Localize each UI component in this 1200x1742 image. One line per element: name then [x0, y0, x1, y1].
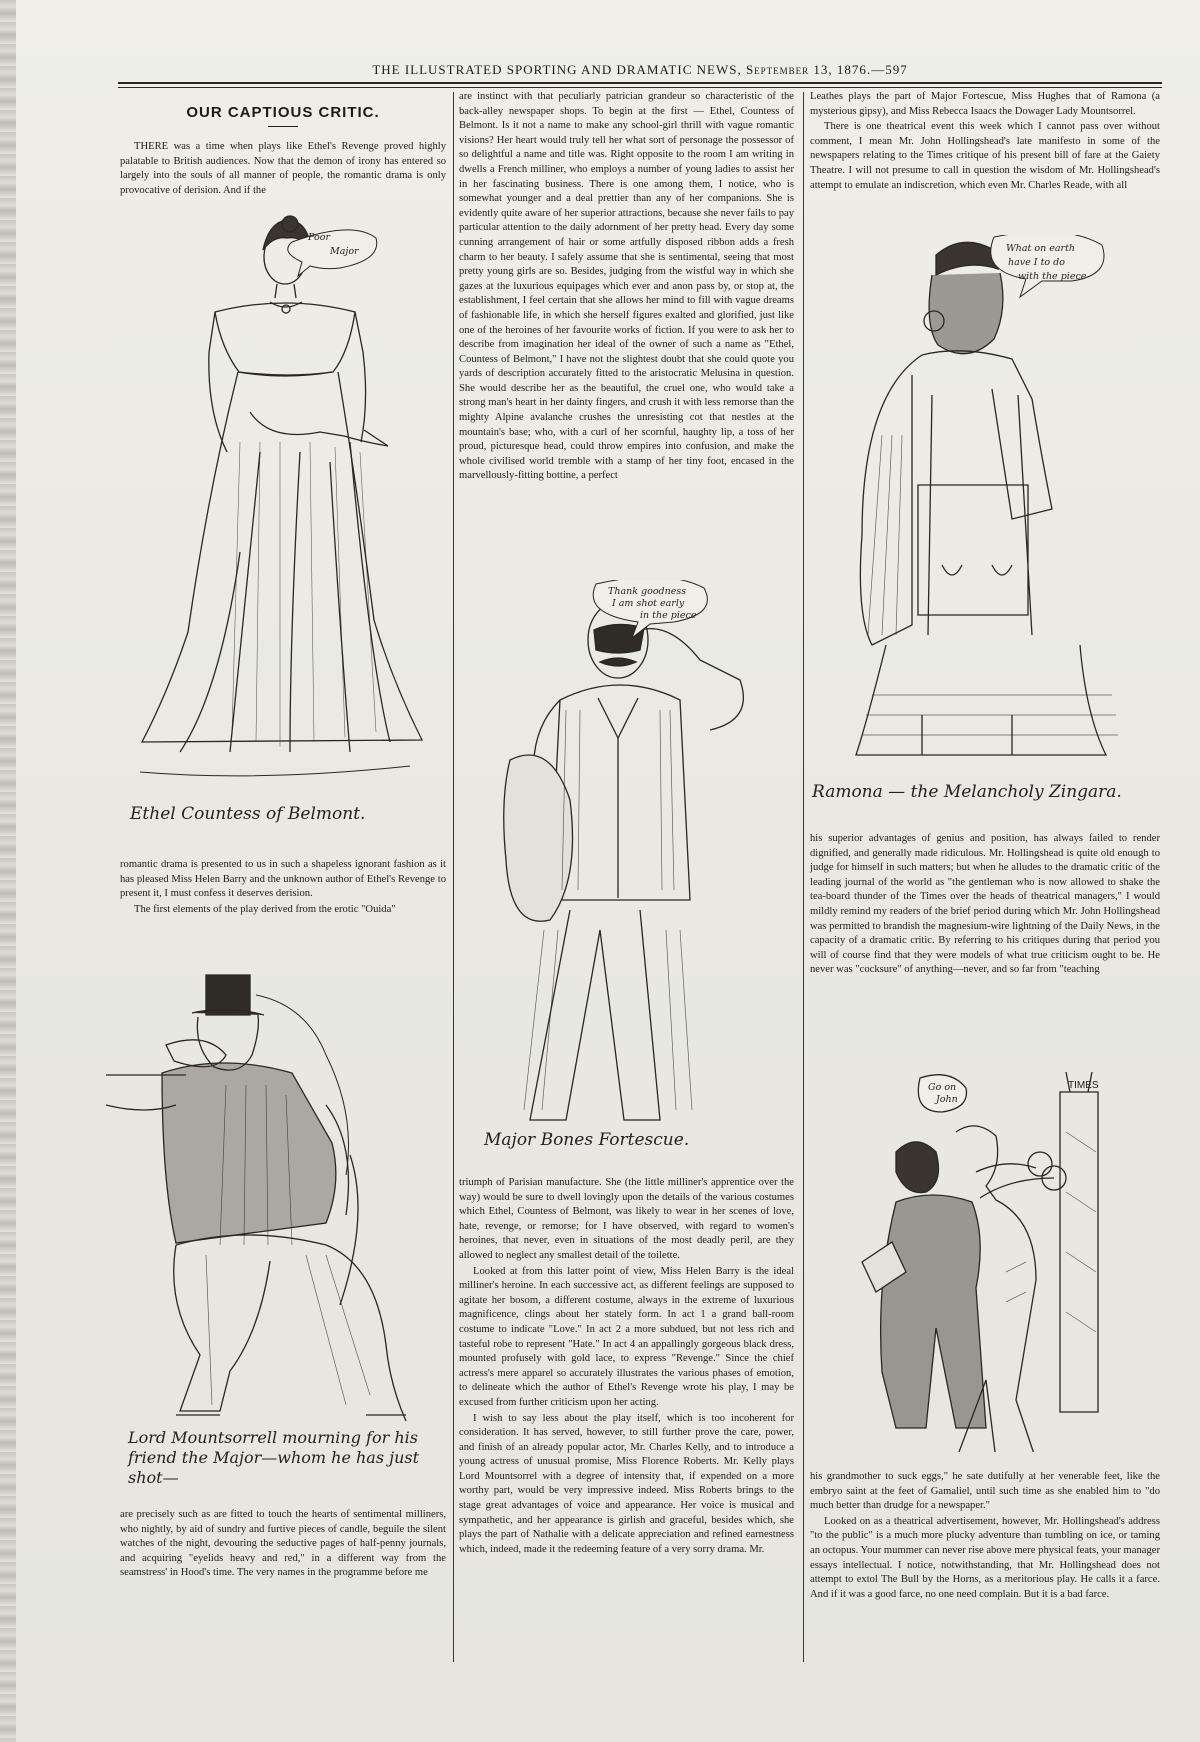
lord-mountsorrell-illustration	[106, 955, 446, 1425]
major-bubble-line-3: in the piece	[640, 610, 697, 621]
paragraph: Looked on as a theatrical advertisement, however, Mr. Hollingshead's address "to the public" is a much more plucky adventure than tumbling on ice, or taming an octopus. Your mummer can never rise above mere physical feats, your manager essays intellectual. I notice, notwithstanding, that Mr. Hollingshead does not attempt to extol The Bull by the Horns, as a meritorious play. He calls it a farce. And if it was a good farce, no one need complain. But it is a bad farce.	[810, 1515, 1160, 1600]
paragraph: are instinct with that peculiarly patrician grandeur so characteristic of the back-alley newspaper shops. To begin at the first — Ethel, Countess of Belmont. Is it not a name to make any school-girl thrill with vague romantic visions? Her heart would truly tell her what sort of personage the possessor of so delightful a name and title was. Right opposite to the room I am writing in dwells a French milliner, who employs a number of young ladies to assist her in her fascinating business. There is one among them, I notice, who is somewhat younger and a deal prettier than any of her companions. She is evidently quite aware of her superior attractions, because she never fails to pay particular attention to the daily adornment of her pretty head. Every day some cunning arrangement of hair or some artfully disposed ribbon adds a fresh charm to her beauty. I safely assume that she is sentimental, seeing that most pretty young girls are so. Besides, judging from the wistful way in which she gazes at the luxurious equipages which ever and anon pass by, or stop at, the establishment, I feel certain that she allows her mind to fill with vague dreams of fashionable life, in which she herself figures exalted and glorified, just like one of the heroines of her favourite works of fiction. If you were to ask her to describe from imagination her ideal of the owner of such a name as "Ethel, Countess of Belmont," I have not the slightest doubt that she could quote you yards of description accurately fitted to the aristocratic Melusina in question. She would describe her as the beautiful, the cruel one, who would take a strong man's heart in her dainty fingers, and crush it with less remorse than the mighty Alpine avalanche crushes the unresisting cot that nestles at the mountain's base; who, with a curl of her scornful, haughty lip, a toss of her proud, picturesque head, could throw empires into confusion, and make the whole civilised world tremble with a stamp of her tiny foot, encased in the marvellously-fitting bottine, a perfect	[459, 91, 794, 482]
paragraph: Leathes plays the part of Major Fortescue, Miss Hughes that of Ramona (a mysterious gipsy), and Miss Rebecca Isaacs the Dowager Lady Mountsorrel.	[810, 91, 1160, 117]
column-3-top	[810, 90, 1160, 194]
times-illustration	[856, 1072, 1156, 1452]
column-2-bottom	[459, 1176, 794, 1558]
page-number: —597	[871, 62, 908, 77]
major-caption: Major Bones Fortescue.	[484, 1130, 690, 1150]
times-bubble-line-2: John	[936, 1094, 958, 1105]
ethel-bubble-line-1: Poor	[308, 232, 330, 243]
masthead	[120, 62, 1160, 78]
ramona-bubble-line-3: with the piece	[1018, 271, 1087, 282]
paragraph: triumph of Parisian manufacture. She (the little milliner's apprentice over the way) would be sure to dwell lovingly upon the details of the various costumes which Ethel, Countess of Belmont, was likely to wear in her scenes of love, hate, revenge, or remorse; for I have observed, with regard to women's heroines, that never, even in situations of the most deadly peril, are they allowed to neglect any smallest detail of the toilette.	[459, 1177, 794, 1261]
column-1-bottom	[120, 1508, 446, 1582]
paragraph: Looked at from this latter point of view, Miss Helen Barry is the ideal milliner's heroine. In each successive act, as different feelings are supposed to agitate her bosom, a different costume, always in the extreme of luxurious magnificence, clings about her stately form. In act 1 a grand ball-room costume to indicate "Love." In act 2 a more subdued, but not less rich and tasteful robe to represent "Hate." In act 4 an appallingly gorgeous black dress, mounted profusely with gold lace, to express "Revenge." Since the chief actress's mere apparel so accurately illustrates the various phases of emotion, to delineate which the author of Ethel's Revenge wrote his play, I may be excused from further criticism upon her acting.	[459, 1265, 794, 1408]
ramona-bubble-line-2: have I to do	[1008, 257, 1065, 268]
paragraph: his grandmother to suck eggs," he sate dutifully at her venerable feet, like the embryo saint at the feet of Gamaliel, until such time as she enabled him to "do much better than drudge for a newspaper."	[810, 1471, 1160, 1512]
column-divider-2	[803, 92, 804, 1662]
paragraph: I wish to say less about the play itself, which is too incoherent for consideration. It has served, however, to still further prove the care, power, and finish of an already popular actor, Mr. Charles Kelly, and to introduce a young actress of unusual promise, Miss Florence Roberts. Mr. Kelly plays Lord Mountsorrel with a degree of intensity that, if expended on a more worthy part, would be very impressive indeed. Miss Roberts brings to the stage great advantages of voice and appearance. Her voice is musical and sympathetic, and her appearance is girlish and graceful, besides which, she plays the part of Nathalie with a delicate appreciation and refined earnestness which, indeed, made it the redeeming feature of a very sorry drama. Mr.	[459, 1412, 794, 1555]
column-2-top	[459, 90, 794, 485]
column-3-bottom	[810, 1470, 1160, 1603]
times-sign: TIMES	[1068, 1080, 1099, 1091]
masthead-rule-thin	[118, 87, 1162, 88]
column-3-middle	[810, 832, 1160, 979]
paragraph: romantic drama is presented to us in such a shapeless ignorant fashion as it has pleased Miss Helen Barry and the unknown author of Ethel's Revenge to present it, I must confess it deserves derision.	[120, 859, 446, 900]
torn-page-edge	[0, 0, 16, 1742]
ethel-caption: Ethel Countess of Belmont.	[130, 804, 366, 824]
lord-mountsorrell-caption: Lord Mountsorrell mourning for his friend the Major—whom he has just shot—	[128, 1428, 420, 1487]
paragraph: The first elements of the play derived from the erotic "Ouida"	[134, 903, 396, 915]
masthead-date: September 13, 1876.	[745, 62, 872, 77]
paragraph: are precisely such as are fitted to touch the hearts of sentimental milliners, who nightly, by aid of sundry and furtive pieces of candle, beguile the silent watches of the night, devouring the seductive pages of half-penny journals, and acquiring "eyelids heavy and red," in a different way from the seamstress' in Hood's time. The very names in the programme before me	[120, 1509, 446, 1579]
paragraph: There is one theatrical event this week which I cannot pass over without comment, I mean Mr. John Hollingshead's late manifesto in some of the newspapers relating to the Times critique of his present bill of fare at the Gaiety Theatre. I will not presume to call in question the wisdom of Mr. Hollingshead's attempt to emulate an indiscretion, which even Mr. Charles Reade, with all	[810, 121, 1160, 191]
times-bubble-line-1: Go on	[928, 1082, 957, 1093]
ramona-caption: Ramona — the Melancholy Zingara.	[812, 782, 1122, 802]
major-fortescue-illustration	[470, 580, 790, 1140]
heading-rule	[268, 126, 298, 127]
ramona-illustration	[822, 235, 1162, 775]
major-bubble-line-2: I am shot early	[612, 598, 685, 609]
paragraph: his superior advantages of genius and position, has always failed to render dignified, and generally made ridiculous. Mr. Hollingshead is quite old enough to judge for himself in such matters; but when he alludes to the dramatic critic of the leading journal of the world as "the gentleman who is now allowed to shake the tea-board thunder of the Times over the heads of theatrical managers," I would mildly remind my readers of the brief period during which Mr. John Hollingshead was permitted to brandish the magnesium-wire lightning of the Daily News, in the capacity of a dramatic critic. By referring to his critiques during that period you will of course find that they were models of what true criticism ought to be. He never was "cocksure" of anything—never, and so far from "teaching	[810, 833, 1160, 976]
column-1-top	[120, 140, 446, 199]
masthead-rule	[118, 82, 1162, 84]
ethel-illustration	[120, 212, 446, 782]
ethel-bubble-line-2: Major	[330, 246, 359, 257]
article-heading: OUR CAPTIOUS CRITIC.	[186, 104, 380, 121]
major-bubble-line-1: Thank goodness	[608, 586, 687, 597]
paragraph: THERE was a time when plays like Ethel's Revenge proved highly palatable to British audiences. Now that the demon of irony has entered so largely into the souls of all manner of people, the romantic drama is only provocative of derision. And if the	[120, 141, 446, 196]
masthead-title: THE ILLUSTRATED SPORTING AND DRAMATIC NEWS,	[372, 62, 742, 77]
ramona-bubble-line-1: What on earth	[1006, 243, 1076, 254]
column-1-middle	[120, 858, 446, 918]
column-divider-1	[453, 92, 454, 1662]
